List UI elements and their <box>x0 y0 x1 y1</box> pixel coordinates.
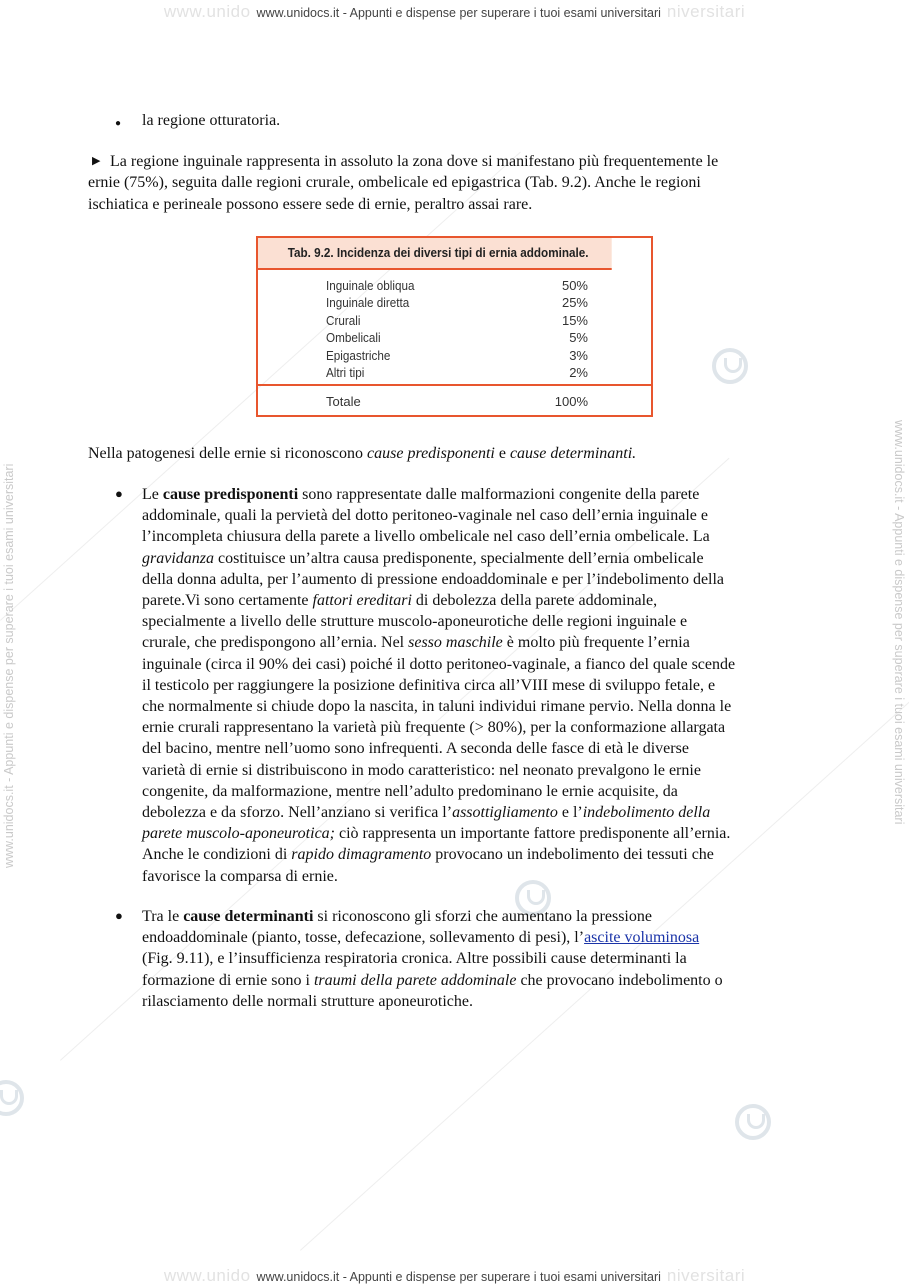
line <box>142 548 735 569</box>
emphasis: cause determinanti. <box>509 445 637 462</box>
line: specialmente a livello delle strutture muscolo-aponeurotiche delle regioni inguinale e <box>142 613 688 631</box>
emphasis: parete muscolo-aponeurotica; <box>142 825 335 843</box>
line: rilasciamento delle normali strutture aponeurotiche. <box>142 992 473 1010</box>
paragraph-line: ernie (75%), seguita dalle regioni crurale, ombelicale ed epigastrica (Tab. 9.2). Anche le regioni <box>88 174 701 191</box>
text: e <box>494 445 510 462</box>
text: costituisce un’altra causa predisponente, specialmente dell’ernia ombelicale <box>214 549 704 567</box>
row-label: Inguinale diretta <box>326 295 410 311</box>
watermark-ghost-right: niversitari <box>666 1266 746 1285</box>
bold-term: cause predisponenti <box>162 486 299 503</box>
line: del bacino, mentre nell’uomo sono infrequenti. A seconda delle fasce di età le diverse <box>142 740 689 758</box>
row-label: Epigastriche <box>326 347 391 363</box>
ascite-link[interactable]: ascite voluminosa <box>584 929 700 947</box>
watermark-header <box>0 2 909 22</box>
text: formazione di ernie sono i <box>142 971 314 989</box>
line: della donna adulta, per l’aumento di pressione endoaddominale e per l’indebolimento della <box>142 570 725 588</box>
line: che normalmente si chiude dopo la nascita, in taluni individui rimane pervio. Nella donna le <box>142 698 732 716</box>
table-row <box>326 295 588 312</box>
emphasis: sesso maschile <box>408 634 503 652</box>
watermark-logo-icon <box>0 1080 24 1116</box>
row-value: 5% <box>569 330 588 346</box>
row-label: Altri tipi <box>326 364 365 380</box>
watermark-ghost-right: niversitari <box>666 2 746 21</box>
line: l’incompleta chiusura della parete a livello ombelicale nel caso dell’ernia ombelicale. La <box>142 528 710 546</box>
text: Nella patogenesi delle ernie si riconoscono <box>88 445 368 462</box>
table-title: Tab. 9.2. Incidenza dei diversi tipi di ernia addominale. <box>258 238 612 270</box>
table-rows <box>326 278 588 382</box>
table-row <box>326 348 588 365</box>
text: Tra le <box>142 908 184 925</box>
bullet-dot: ● <box>115 118 122 129</box>
emphasis: fattori ereditari <box>312 592 412 610</box>
table-row <box>326 278 588 295</box>
watermark-side-left: www.unidocs.it - Appunti e dispense per superare i tuoi esami universitari <box>2 463 16 868</box>
bullet-determinanti <box>142 906 723 1012</box>
row-value: 2% <box>569 364 588 380</box>
watermark-logo-icon <box>712 348 748 384</box>
paragraph-line: La regione inguinale rappresenta in assoluto la zona dove si manifestano più frequentemente le <box>110 153 719 170</box>
line: addominale, quali la pervietà del dotto peritoneo-vaginale nel caso dell’ernia inguinale e <box>142 507 708 525</box>
line: favorisce la comparsa di ernie. <box>142 867 338 885</box>
line <box>142 632 735 653</box>
total-value: 100% <box>554 394 588 409</box>
table-row <box>326 330 588 347</box>
emphasis: traumi della parete addominale <box>313 971 517 989</box>
watermark-footer-text: www.unidocs.it - Appunti e dispense per superare i tuoi esami universitari <box>256 1270 661 1284</box>
bullet-dot: ● <box>115 486 123 501</box>
emphasis: indebolimento della <box>582 804 711 822</box>
intro-bullet-text: la regione otturatoria. <box>142 112 281 129</box>
line <box>142 823 735 844</box>
text: parete.Vi sono certamente <box>142 592 313 610</box>
text: si riconoscono gli sforzi che aumentano la pressione <box>313 908 652 925</box>
text: endoaddominale (pianto, tosse, defecazione, sollevamento di pesi), l’ <box>142 929 585 947</box>
row-value: 50% <box>561 278 588 293</box>
text: di debolezza della parete addominale, <box>411 592 658 610</box>
bullet-dot: ● <box>115 908 123 923</box>
line: ernie crurali rappresentano la varietà più frequente (> 80%), per la conformazione allargata <box>142 719 726 737</box>
table-total-row <box>326 394 588 412</box>
emphasis: assottigliamento <box>452 804 558 822</box>
watermark-footer <box>0 1266 909 1286</box>
bold-term: cause determinanti <box>183 908 314 925</box>
total-label: Totale <box>326 394 361 409</box>
watermark-logo-icon <box>735 1104 771 1140</box>
text: provocano un indebolimento dei tessuti che <box>431 846 714 864</box>
table-row <box>326 313 588 330</box>
watermark-ghost-left: www.unido <box>163 1266 251 1285</box>
hernia-incidence-table <box>256 236 653 417</box>
text: è molto più frequente l’ernia <box>502 634 690 652</box>
row-label: Ombelicali <box>326 330 381 346</box>
line <box>142 970 723 991</box>
line <box>142 590 735 611</box>
row-value: 3% <box>569 347 588 363</box>
emphasis: rapido dimagramento <box>291 846 432 864</box>
paragraph-line: ischiatica e perineale possono essere sede di ernie, peraltro assai rare. <box>88 196 533 213</box>
line: inguinale (circa il 90% dei casi) poiché il dotto peritoneo-vaginale, a fianco del quale scende <box>142 655 736 673</box>
text: che provocano indebolimento o <box>516 971 723 989</box>
text: sono rappresentate dalle malformazioni congenite della parete <box>298 486 700 503</box>
text: e l’ <box>557 804 583 822</box>
text: Anche le condizioni di <box>142 846 292 864</box>
line <box>142 802 735 823</box>
emphasis: cause predisponenti <box>367 445 495 462</box>
watermark-header-text: www.unidocs.it - Appunti e dispense per superare i tuoi esami universitari <box>256 6 661 20</box>
line: congenite, da malformazione, mentre nell’adulto predominano le ernie acquisite, da <box>142 782 678 800</box>
line <box>142 927 723 948</box>
row-label: Inguinale obliqua <box>326 278 415 293</box>
row-label: Crurali <box>326 312 361 328</box>
line: il testicolo per raggiungere la posizione definitiva circa all’VIII mese di sviluppo fetale, e <box>142 676 716 694</box>
line <box>142 484 735 505</box>
row-value: 15% <box>561 312 588 328</box>
line <box>142 844 735 865</box>
watermark-ghost-left: www.unido <box>163 2 251 21</box>
table-divider <box>258 384 651 386</box>
line: (Fig. 9.11), e l’insufficienza respiratoria cronica. Altre possibili cause determinanti la <box>142 950 687 968</box>
line: varietà di ernie si distribuiscono in modo caratteristico: nel neonato prevalgono le ernie <box>142 761 701 779</box>
row-value: 25% <box>561 295 588 311</box>
bullet-predisponenti <box>142 484 735 887</box>
pathogenesis-paragraph <box>88 443 636 464</box>
emphasis: gravidanza <box>142 549 214 567</box>
watermark-side-right: www.unidocs.it - Appunti e dispense per superare i tuoi esami universitari <box>892 420 906 825</box>
text: debolezza e da sforzo. Nell’anziano si verifica l’ <box>142 804 453 822</box>
arrow-icon: ▶ <box>92 155 101 167</box>
text: crurale, che predispongono all’ernia. Nel <box>142 634 409 652</box>
table-row <box>326 365 588 382</box>
text: Le <box>142 486 163 503</box>
text: ciò rappresenta un importante fattore predisponente all’ernia. <box>335 825 731 843</box>
line <box>142 906 723 927</box>
